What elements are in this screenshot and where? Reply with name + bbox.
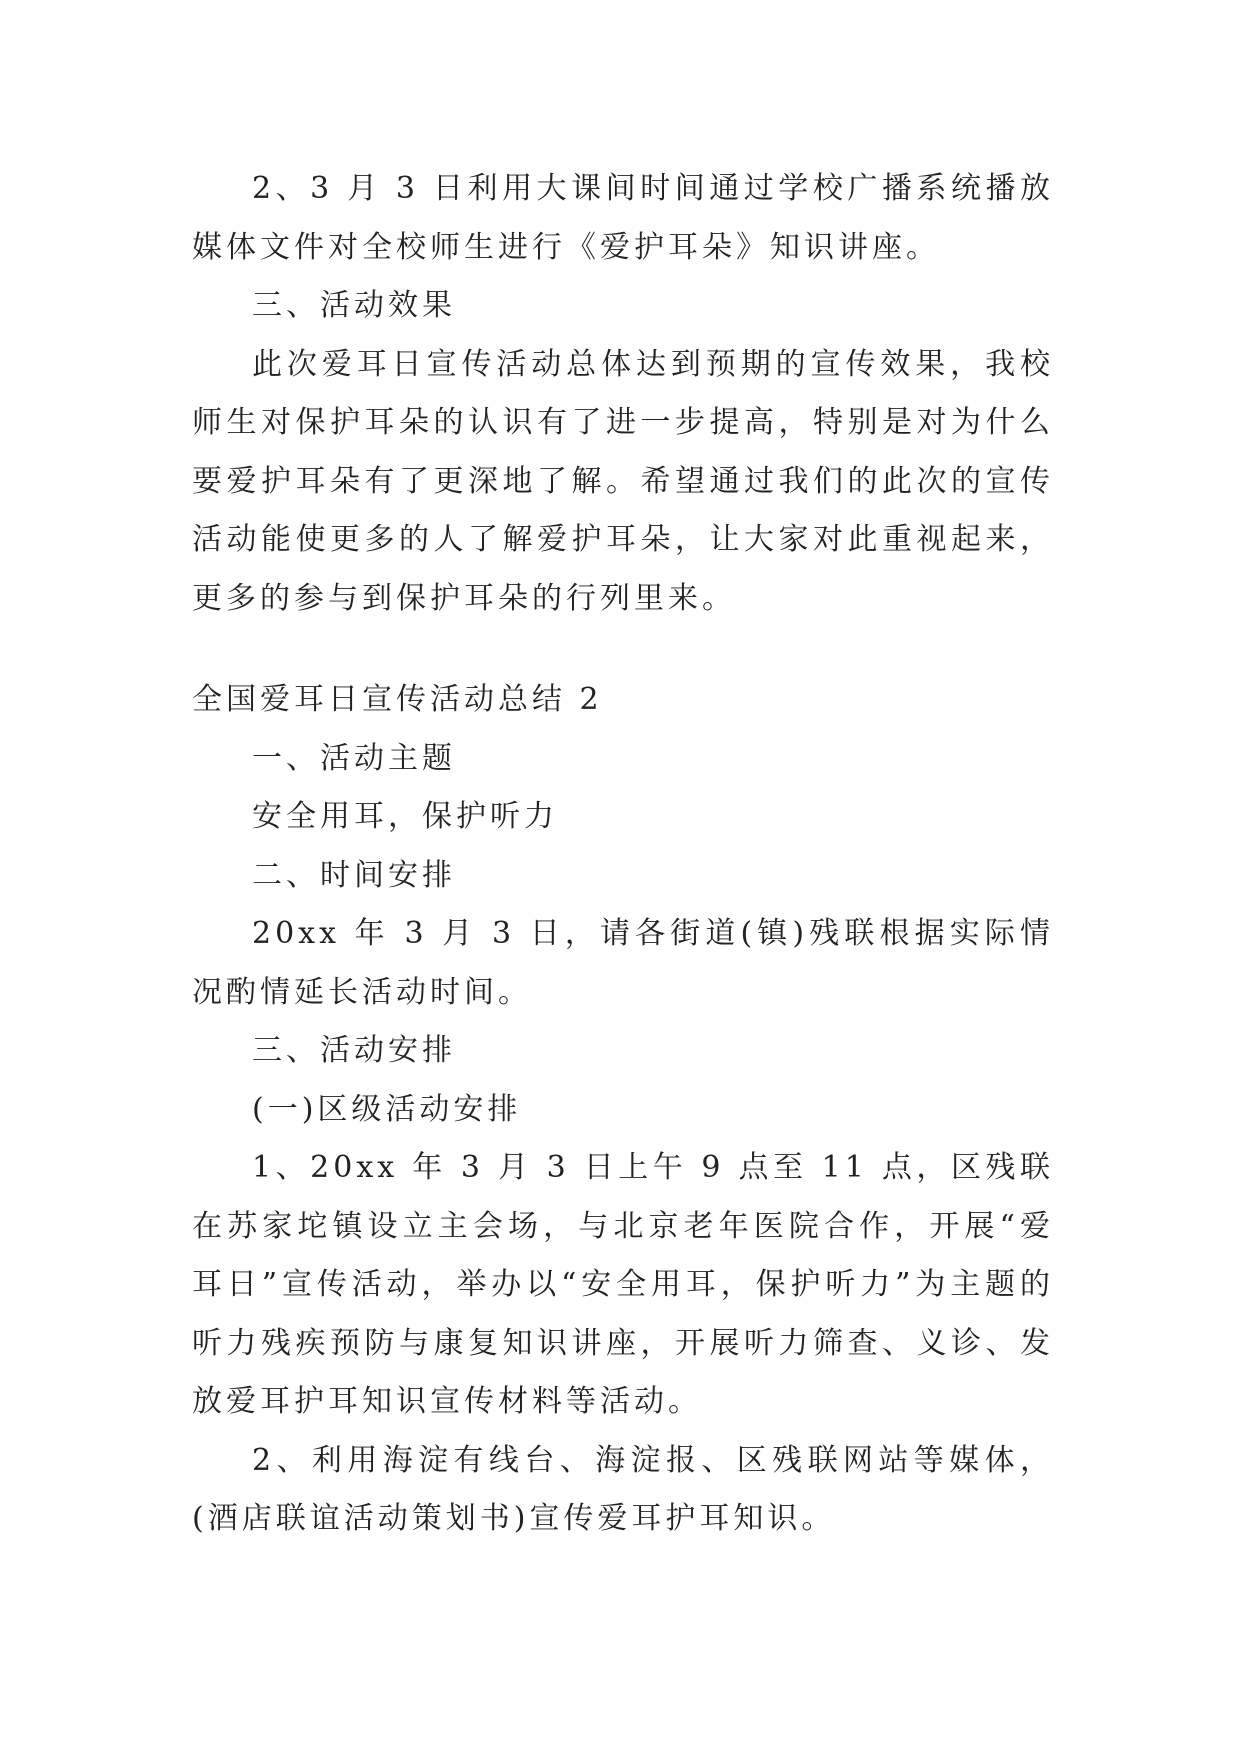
list-item-2: 2、利用海淀有线台、海淀报、区残联网站等媒体，(酒店联谊活动策划书)宣传爱耳护耳知识。 bbox=[192, 1442, 1054, 1536]
paragraph-time: 20xx 年 3 月 3 日，请各街道(镇)残联根据实际情况酌情延长活动时间。 bbox=[192, 916, 1054, 1010]
heading-activity-effect: 三、活动效果 bbox=[252, 288, 456, 323]
paragraph-broadcast-lecture: 2、3 月 3 日利用大课间时间通过学校广播系统播放媒体文件对全校师生进行《爱护耳朵》知识讲座。 bbox=[192, 171, 1054, 265]
document-body bbox=[192, 160, 1054, 1549]
list-item-1: 1、20xx 年 3 月 3 日上午 9 点至 11 点，区残联在苏家坨镇设立主会场，与北京老年医院合作，开展“爱耳日”宣传活动，举办以“安全用耳，保护听力”为主题的听力残疾预防与康复知识讲座，开展听力筛查、义诊、发放爱耳护耳知识宣传材料等活动。 bbox=[192, 1150, 1054, 1419]
heading-time-schedule: 二、时间安排 bbox=[252, 857, 456, 893]
section-title: 全国爱耳日宣传活动总结 2 bbox=[192, 682, 603, 717]
subheading-district-activities: (一)区级活动安排 bbox=[252, 1091, 522, 1127]
paragraph-theme: 安全用耳，保护听力 bbox=[252, 799, 558, 834]
heading-activity-arrangement: 三、活动安排 bbox=[252, 1033, 456, 1068]
paragraph-activity-effect: 此次爱耳日宣传活动总体达到预期的宣传效果，我校师生对保护耳朵的认识有了进一步提高，特别是对为什么要爱护耳朵有了更深地了解。希望通过我们的此次的宣传活动能使更多的人了解爱护耳朵，让大家对此重视起来，更多的参与到保护耳朵的行列里来。 bbox=[192, 346, 1054, 616]
heading-activity-theme: 一、活动主题 bbox=[252, 740, 456, 776]
section-gap bbox=[192, 628, 1054, 671]
